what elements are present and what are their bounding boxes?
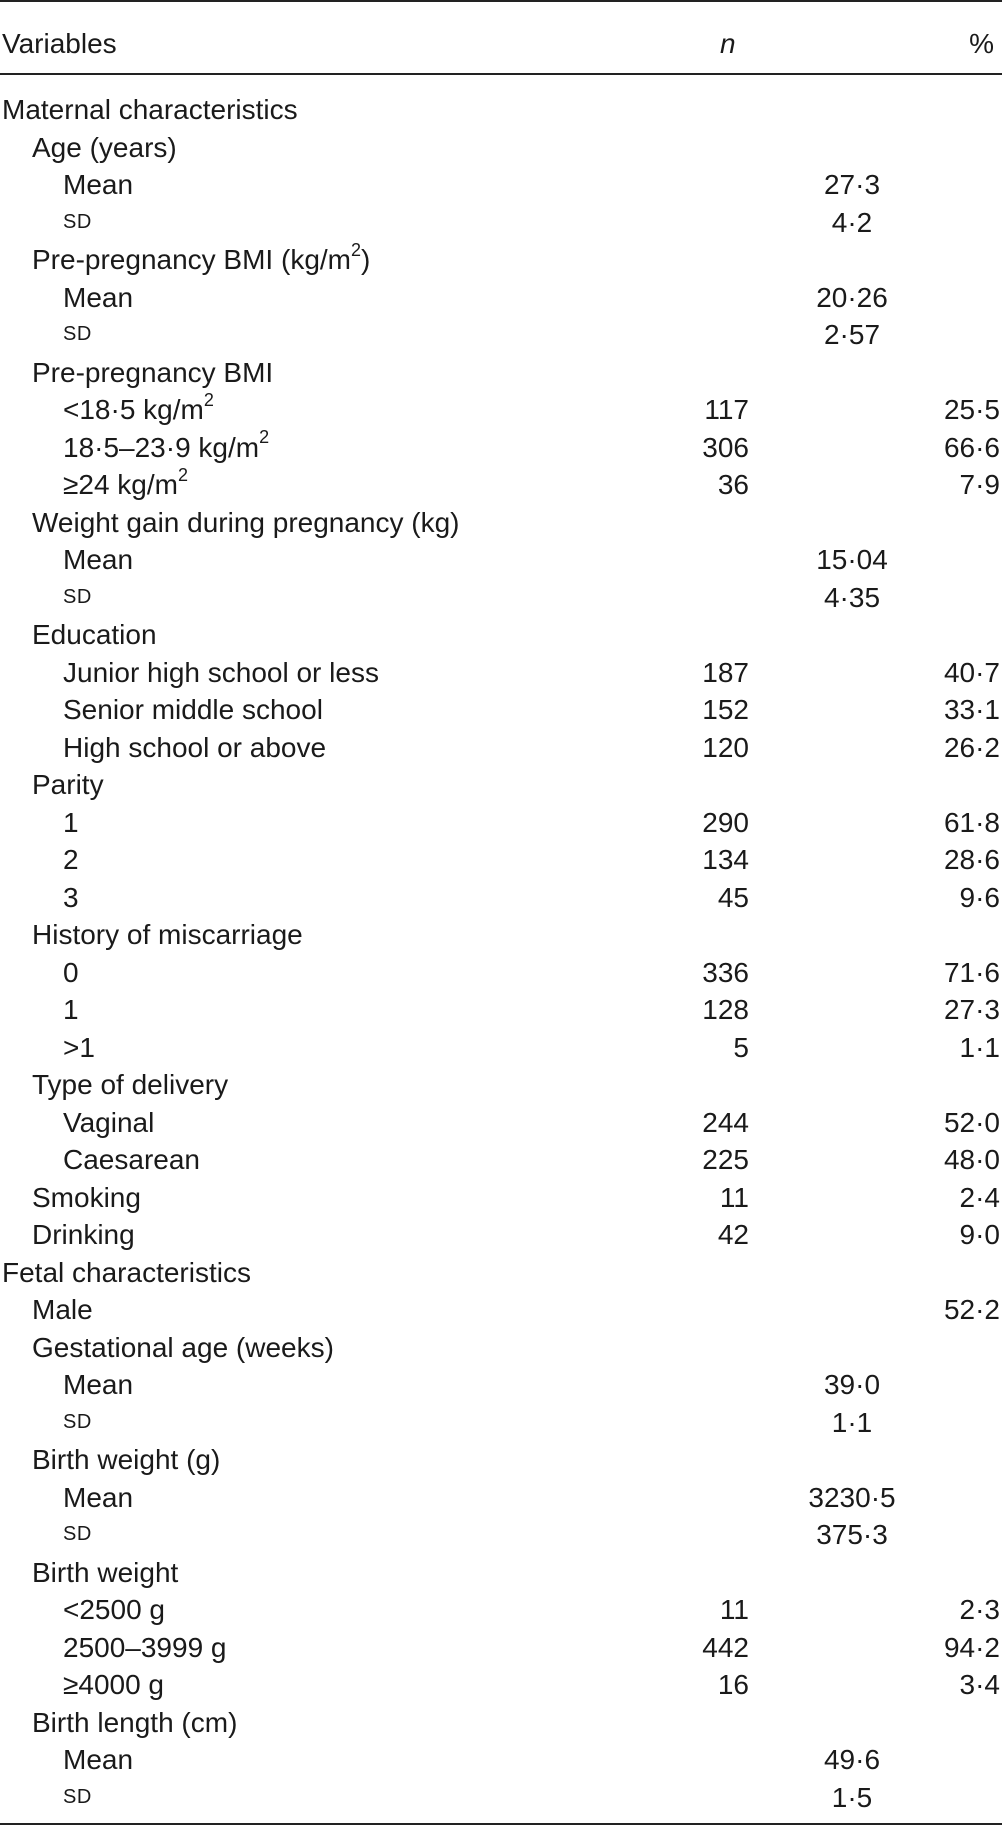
row-label bbox=[63, 204, 92, 242]
table-row bbox=[0, 504, 1002, 542]
table-row bbox=[0, 1554, 1002, 1592]
cell-percent: 26·2 bbox=[943, 731, 1000, 763]
cell-percent: 52·0 bbox=[943, 1106, 1000, 1138]
row-label-text: Birth weight bbox=[32, 1556, 179, 1588]
cell-value: 20·26 bbox=[816, 281, 888, 313]
table-row bbox=[0, 1291, 1002, 1329]
cell-n: 442 bbox=[702, 1631, 749, 1663]
cell-percent: 71·6 bbox=[943, 956, 1000, 988]
row-label bbox=[2, 91, 298, 129]
superscript: 2 bbox=[351, 239, 362, 260]
table-row bbox=[0, 691, 1002, 729]
table-row bbox=[0, 391, 1002, 429]
row-label-text: Gestational age (weeks) bbox=[32, 1331, 334, 1363]
table-row bbox=[0, 954, 1002, 992]
cell-percent: 9·6 bbox=[959, 881, 1000, 913]
superscript: 2 bbox=[203, 389, 214, 410]
header-rule bbox=[0, 73, 1002, 75]
table-row bbox=[0, 354, 1002, 392]
row-label bbox=[63, 991, 79, 1029]
row-label-text: 2 bbox=[63, 844, 79, 875]
table-row bbox=[0, 466, 1002, 504]
cell-n: 11 bbox=[719, 1594, 749, 1625]
row-label bbox=[32, 1554, 178, 1592]
table-row bbox=[0, 1179, 1002, 1217]
cell-value: 375·3 bbox=[816, 1519, 888, 1550]
row-label bbox=[63, 729, 326, 767]
cell-n: 152 bbox=[702, 694, 749, 725]
cell-n: 42 bbox=[717, 1219, 749, 1250]
row-label bbox=[63, 1779, 92, 1817]
table-row bbox=[0, 1704, 1002, 1742]
cell-percent: 61·8 bbox=[943, 806, 1000, 838]
bottom-rule bbox=[0, 1823, 1002, 1825]
table-row bbox=[0, 616, 1002, 654]
cell-value: 4·2 bbox=[831, 206, 873, 238]
table-row bbox=[0, 1104, 1002, 1142]
row-label bbox=[63, 654, 379, 692]
cell-percent: 66·6 bbox=[943, 431, 1000, 463]
table-row bbox=[0, 1141, 1002, 1179]
row-label-text: SD bbox=[63, 1410, 92, 1433]
row-label bbox=[32, 916, 303, 954]
row-label-text: >1 bbox=[63, 1031, 95, 1063]
row-label-text: 3 bbox=[63, 881, 79, 913]
row-label-text: Fetal characteristics bbox=[2, 1256, 251, 1288]
table-row bbox=[0, 766, 1002, 804]
table-row bbox=[0, 879, 1002, 917]
cell-n: 290 bbox=[702, 806, 749, 838]
cell-percent: 25·5 bbox=[943, 394, 1000, 425]
cell-value: 27·3 bbox=[823, 169, 881, 200]
row-label-text: Mean bbox=[63, 1369, 134, 1400]
row-label-text: SD bbox=[63, 1523, 92, 1545]
table-row bbox=[0, 841, 1002, 879]
row-label bbox=[63, 1479, 133, 1517]
row-label-text: Caesarean bbox=[63, 1144, 200, 1175]
row-label-text: Male bbox=[32, 1294, 93, 1325]
table-row bbox=[0, 1441, 1002, 1479]
table-row bbox=[0, 1029, 1002, 1067]
cell-percent: 33·1 bbox=[943, 694, 1000, 725]
cell-percent: 9·0 bbox=[959, 1219, 1000, 1250]
cell-n: 36 bbox=[717, 469, 749, 500]
row-label-text: SD bbox=[63, 210, 92, 233]
table-row bbox=[0, 804, 1002, 842]
table-row bbox=[0, 91, 1002, 129]
row-label bbox=[63, 541, 133, 579]
row-label-text: Mean bbox=[63, 169, 134, 200]
row-label bbox=[32, 354, 273, 392]
row-label bbox=[32, 1216, 135, 1254]
table-row bbox=[0, 1254, 1002, 1292]
cell-percent: 94·2 bbox=[943, 1631, 1000, 1663]
cell-n: 134 bbox=[702, 844, 749, 875]
row-label-text: Age (years) bbox=[32, 131, 177, 163]
cell-percent: 7·9 bbox=[959, 469, 1000, 500]
row-label bbox=[63, 279, 133, 317]
table-row bbox=[0, 654, 1002, 692]
row-label bbox=[32, 1441, 220, 1479]
cell-percent: 2·4 bbox=[959, 1181, 1000, 1213]
row-label-text: Pre-pregnancy BMI (kg/m bbox=[32, 244, 351, 275]
cell-n: 5 bbox=[733, 1031, 749, 1063]
cell-percent: 2·3 bbox=[959, 1594, 1000, 1625]
row-label-text: Birth weight (g) bbox=[32, 1444, 221, 1475]
row-label-text: SD bbox=[63, 323, 92, 345]
cell-n: 187 bbox=[702, 656, 749, 688]
row-label-text: SD bbox=[63, 585, 92, 608]
row-label-text: ≥4000 g bbox=[63, 1669, 165, 1700]
row-label bbox=[63, 429, 269, 467]
row-label bbox=[63, 1741, 133, 1779]
table-row bbox=[0, 579, 1002, 617]
row-label bbox=[32, 129, 177, 167]
superscript: 2 bbox=[259, 427, 270, 448]
cell-n: 16 bbox=[717, 1669, 749, 1700]
row-label bbox=[32, 616, 157, 654]
table-row bbox=[0, 129, 1002, 167]
cell-percent: 52·2 bbox=[943, 1294, 1000, 1325]
row-label-text: 0 bbox=[63, 956, 79, 988]
table-row bbox=[0, 1629, 1002, 1667]
row-label-text: History of miscarriage bbox=[32, 919, 303, 950]
table-row bbox=[0, 1741, 1002, 1779]
table-row bbox=[0, 1404, 1002, 1442]
row-label bbox=[63, 1666, 164, 1704]
table-body bbox=[0, 91, 1002, 1816]
row-label-text: Senior middle school bbox=[63, 694, 323, 725]
row-label bbox=[32, 1291, 93, 1329]
row-label-text: Smoking bbox=[32, 1181, 141, 1213]
cell-n: 117 bbox=[704, 394, 749, 425]
row-label bbox=[63, 166, 133, 204]
row-label bbox=[63, 466, 188, 504]
cell-value: 39·0 bbox=[823, 1369, 881, 1400]
row-label-text: 1 bbox=[63, 806, 79, 838]
row-label-text: 2500–3999 g bbox=[63, 1631, 227, 1663]
cell-percent: 48·0 bbox=[943, 1144, 1000, 1175]
row-label bbox=[63, 879, 79, 917]
cell-percent: 27·3 bbox=[943, 994, 1000, 1025]
row-label-text: Mean bbox=[63, 1481, 134, 1513]
table-row bbox=[0, 991, 1002, 1029]
cell-value: 1·1 bbox=[831, 1406, 873, 1438]
table-row bbox=[0, 1329, 1002, 1367]
cell-n: 225 bbox=[702, 1144, 749, 1175]
table-row bbox=[0, 1479, 1002, 1517]
row-label bbox=[32, 766, 104, 804]
row-label-text: <2500 g bbox=[63, 1594, 165, 1625]
row-label bbox=[63, 954, 79, 992]
row-label bbox=[32, 1329, 334, 1367]
row-label-text: Pre-pregnancy BMI bbox=[32, 356, 274, 388]
table-row bbox=[0, 1366, 1002, 1404]
row-label bbox=[63, 1366, 133, 1404]
row-label-text: Mean bbox=[63, 281, 134, 313]
cell-n: 244 bbox=[702, 1106, 749, 1138]
row-label bbox=[63, 1104, 154, 1142]
cell-value: 2·57 bbox=[823, 319, 881, 350]
cell-n: 120 bbox=[702, 731, 749, 763]
cell-percent: 40·7 bbox=[943, 656, 1000, 688]
table-row bbox=[0, 916, 1002, 954]
table-row bbox=[0, 1666, 1002, 1704]
row-label-text: Education bbox=[32, 619, 157, 650]
table-row bbox=[0, 1779, 1002, 1817]
row-label-text: 18·5–23·9 kg/m bbox=[63, 431, 260, 463]
row-label bbox=[32, 241, 370, 279]
cell-value: 4·35 bbox=[823, 581, 881, 613]
row-label bbox=[63, 1141, 200, 1179]
cell-percent: 1·1 bbox=[959, 1031, 1000, 1063]
row-label bbox=[63, 691, 323, 729]
cell-n: 11 bbox=[719, 1181, 749, 1213]
row-label bbox=[63, 841, 79, 879]
row-label bbox=[2, 1254, 251, 1292]
table-row bbox=[0, 279, 1002, 317]
row-label-text: SD bbox=[63, 1785, 92, 1808]
row-label-suffix: ) bbox=[361, 244, 371, 275]
table-row bbox=[0, 541, 1002, 579]
cell-n: 306 bbox=[702, 431, 749, 463]
row-label-text: Vaginal bbox=[63, 1106, 155, 1138]
row-label bbox=[63, 391, 214, 429]
cell-percent: 28·6 bbox=[943, 844, 1000, 875]
table-row bbox=[0, 1591, 1002, 1629]
row-label-text: Maternal characteristics bbox=[2, 94, 298, 125]
row-label-text: Birth length (cm) bbox=[32, 1706, 238, 1738]
table-row bbox=[0, 166, 1002, 204]
row-label bbox=[63, 579, 92, 617]
row-label bbox=[63, 1516, 92, 1554]
row-label-text: High school or above bbox=[63, 731, 327, 763]
cell-n: 45 bbox=[717, 881, 749, 913]
row-label-text: <18·5 kg/m bbox=[63, 394, 204, 425]
row-label-text: Junior high school or less bbox=[63, 656, 379, 688]
row-label bbox=[32, 1179, 141, 1217]
row-label-text: Mean bbox=[63, 544, 134, 575]
row-label bbox=[63, 1629, 227, 1667]
table-row bbox=[0, 1516, 1002, 1554]
row-label bbox=[63, 1029, 95, 1067]
row-label bbox=[63, 316, 92, 354]
cell-value: 49·6 bbox=[823, 1744, 881, 1775]
cell-value: 1·5 bbox=[831, 1781, 873, 1813]
row-label bbox=[63, 1591, 165, 1629]
cell-percent: 3·4 bbox=[959, 1669, 1000, 1700]
table-header bbox=[0, 0, 1002, 73]
row-label bbox=[32, 1066, 228, 1104]
header-percent: % bbox=[969, 28, 994, 59]
row-label-text: Mean bbox=[63, 1744, 134, 1775]
cell-value: 15·04 bbox=[816, 544, 888, 575]
row-label bbox=[63, 1404, 92, 1442]
row-label-text: Type of delivery bbox=[32, 1069, 229, 1100]
superscript: 2 bbox=[177, 464, 188, 485]
row-label bbox=[32, 504, 460, 542]
row-label bbox=[32, 1704, 237, 1742]
row-label bbox=[63, 804, 79, 842]
row-label-text: Weight gain during pregnancy (kg) bbox=[32, 506, 460, 538]
row-label-text: ≥24 kg/m bbox=[63, 469, 178, 500]
table-row bbox=[0, 429, 1002, 467]
table-row bbox=[0, 1066, 1002, 1104]
header-variables: Variables bbox=[2, 28, 117, 59]
row-label-text: Drinking bbox=[32, 1219, 135, 1250]
table-row bbox=[0, 729, 1002, 767]
table-row bbox=[0, 241, 1002, 279]
cell-n: 336 bbox=[702, 956, 749, 988]
table-row bbox=[0, 316, 1002, 354]
row-label-text: Parity bbox=[32, 769, 104, 800]
table-row bbox=[0, 1216, 1002, 1254]
cell-value: 3230·5 bbox=[808, 1481, 896, 1513]
header-n: n bbox=[720, 28, 736, 59]
cell-n: 128 bbox=[702, 994, 749, 1025]
table-row bbox=[0, 204, 1002, 242]
row-label-text: 1 bbox=[63, 994, 79, 1025]
